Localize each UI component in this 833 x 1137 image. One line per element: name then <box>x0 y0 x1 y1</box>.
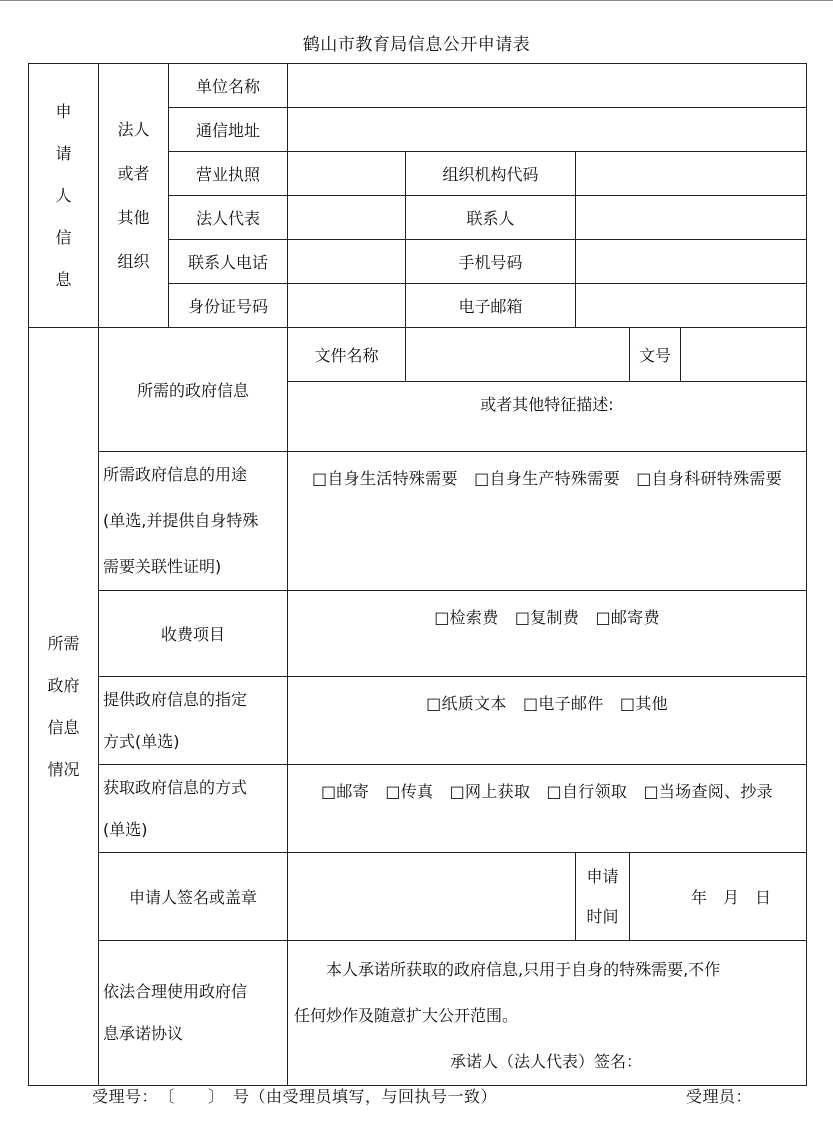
org-code-label: 组织机构代码 <box>406 152 576 196</box>
info-label-line: 情况 <box>47 759 80 779</box>
doc-name-field[interactable] <box>406 328 630 382</box>
other-description-field[interactable] <box>288 382 807 452</box>
contact-phone-field[interactable] <box>288 240 406 284</box>
footer-spacer <box>497 1084 686 1107</box>
pledge-label <box>99 941 288 1086</box>
contact-phone-label: 联系人电话 <box>169 240 288 284</box>
applicant-label-char: 息 <box>55 269 72 289</box>
provide-method-options[interactable]: □纸质文本 □电子邮件 □其他 <box>288 677 807 765</box>
business-license-field[interactable] <box>288 152 406 196</box>
applicant-label-char: 请 <box>55 143 72 163</box>
unit-name-field[interactable] <box>288 64 807 108</box>
purpose-label-line: 需要关联性证明) <box>103 557 222 576</box>
top-rule <box>0 0 833 1</box>
signature-field[interactable] <box>288 853 576 941</box>
contact-label: 联系人 <box>406 196 576 240</box>
contact-field[interactable] <box>576 196 807 240</box>
pledge-text-line: 任何炒作及随意扩大公开范围。 <box>294 1006 519 1025</box>
purpose-label-line: (单选,并提供自身特殊 <box>103 511 259 530</box>
apply-time-label <box>576 853 630 941</box>
applicant-label-char: 人 <box>55 185 72 205</box>
purpose-label-line: 所需政府信息的用途 <box>103 465 248 484</box>
date-field[interactable]: 年 月 日 <box>630 853 807 941</box>
info-label-line: 政府 <box>47 675 80 695</box>
required-info-label: 所需的政府信息 <box>99 328 288 452</box>
info-label-line: 所需 <box>47 633 80 653</box>
mobile-field[interactable] <box>576 240 807 284</box>
form-footer <box>92 1084 752 1107</box>
fee-label: 收费项目 <box>99 591 288 677</box>
entity-label-line: 其他 <box>117 207 150 227</box>
receipt-number: 受理号： 〔 〕 号（由受理员填写，与回执号一致） <box>92 1087 498 1106</box>
info-label-line: 信息 <box>47 717 80 737</box>
apply-time-line: 时间 <box>586 906 619 926</box>
doc-name-label: 文件名称 <box>288 328 406 382</box>
pledge-text-line: 本人承诺所获取的政府信息,只用于自身的特殊需要,不作 <box>326 960 721 979</box>
entity-label-line: 法人 <box>117 119 150 139</box>
clerk-label: 受理员： <box>685 1087 752 1106</box>
other-description-label: 或者其他特征描述: <box>480 395 614 414</box>
signature-label: 申请人签名或盖章 <box>99 853 288 941</box>
provide-label-line: 方式(单选) <box>103 731 180 751</box>
provide-method-label <box>99 677 288 765</box>
obtain-method-label <box>99 765 288 853</box>
pledge-label-line: 依法合理使用政府信 <box>103 982 248 1001</box>
purpose-label <box>99 452 288 591</box>
unit-name-label: 单位名称 <box>169 64 288 108</box>
form-title: 鹤山市教育局信息公开申请表 <box>302 35 531 55</box>
pledge-signer[interactable]: 承诺人（法人代表）签名： <box>449 1052 642 1071</box>
id-number-field[interactable] <box>288 284 406 328</box>
obtain-method-options[interactable]: □邮寄 □传真 □网上获取 □自行领取 □当场查阅、抄录 <box>288 765 807 853</box>
applicant-section-label <box>29 64 99 328</box>
applicant-label-char: 信 <box>55 227 72 247</box>
address-field[interactable] <box>288 108 807 152</box>
applicant-label-char: 申 <box>55 101 72 121</box>
obtain-label-line: (单选) <box>103 819 148 839</box>
entity-label-line: 组织 <box>117 251 150 271</box>
entity-type-label <box>99 64 169 328</box>
legal-rep-label: 法人代表 <box>169 196 288 240</box>
provide-label-line: 提供政府信息的指定 <box>103 689 248 709</box>
application-form-table <box>28 63 807 1086</box>
obtain-label-line: 获取政府信息的方式 <box>103 777 248 797</box>
mobile-label: 手机号码 <box>406 240 576 284</box>
doc-number-label: 文号 <box>630 328 681 382</box>
entity-label-line: 或者 <box>117 163 150 183</box>
purpose-options[interactable]: □自身生活特殊需要 □自身生产特殊需要 □自身科研特殊需要 <box>288 452 807 591</box>
pledge-label-line: 息承诺协议 <box>103 1024 184 1043</box>
id-number-label: 身份证号码 <box>169 284 288 328</box>
address-label: 通信地址 <box>169 108 288 152</box>
apply-time-line: 申请 <box>586 866 619 886</box>
info-section-label <box>29 328 99 1086</box>
doc-number-field[interactable] <box>681 328 807 382</box>
business-license-label: 营业执照 <box>169 152 288 196</box>
email-field[interactable] <box>576 284 807 328</box>
legal-rep-field[interactable] <box>288 196 406 240</box>
pledge-content <box>288 941 807 1086</box>
org-code-field[interactable] <box>576 152 807 196</box>
fee-options[interactable]: □检索费 □复制费 □邮寄费 <box>288 591 807 677</box>
email-label: 电子邮箱 <box>406 284 576 328</box>
